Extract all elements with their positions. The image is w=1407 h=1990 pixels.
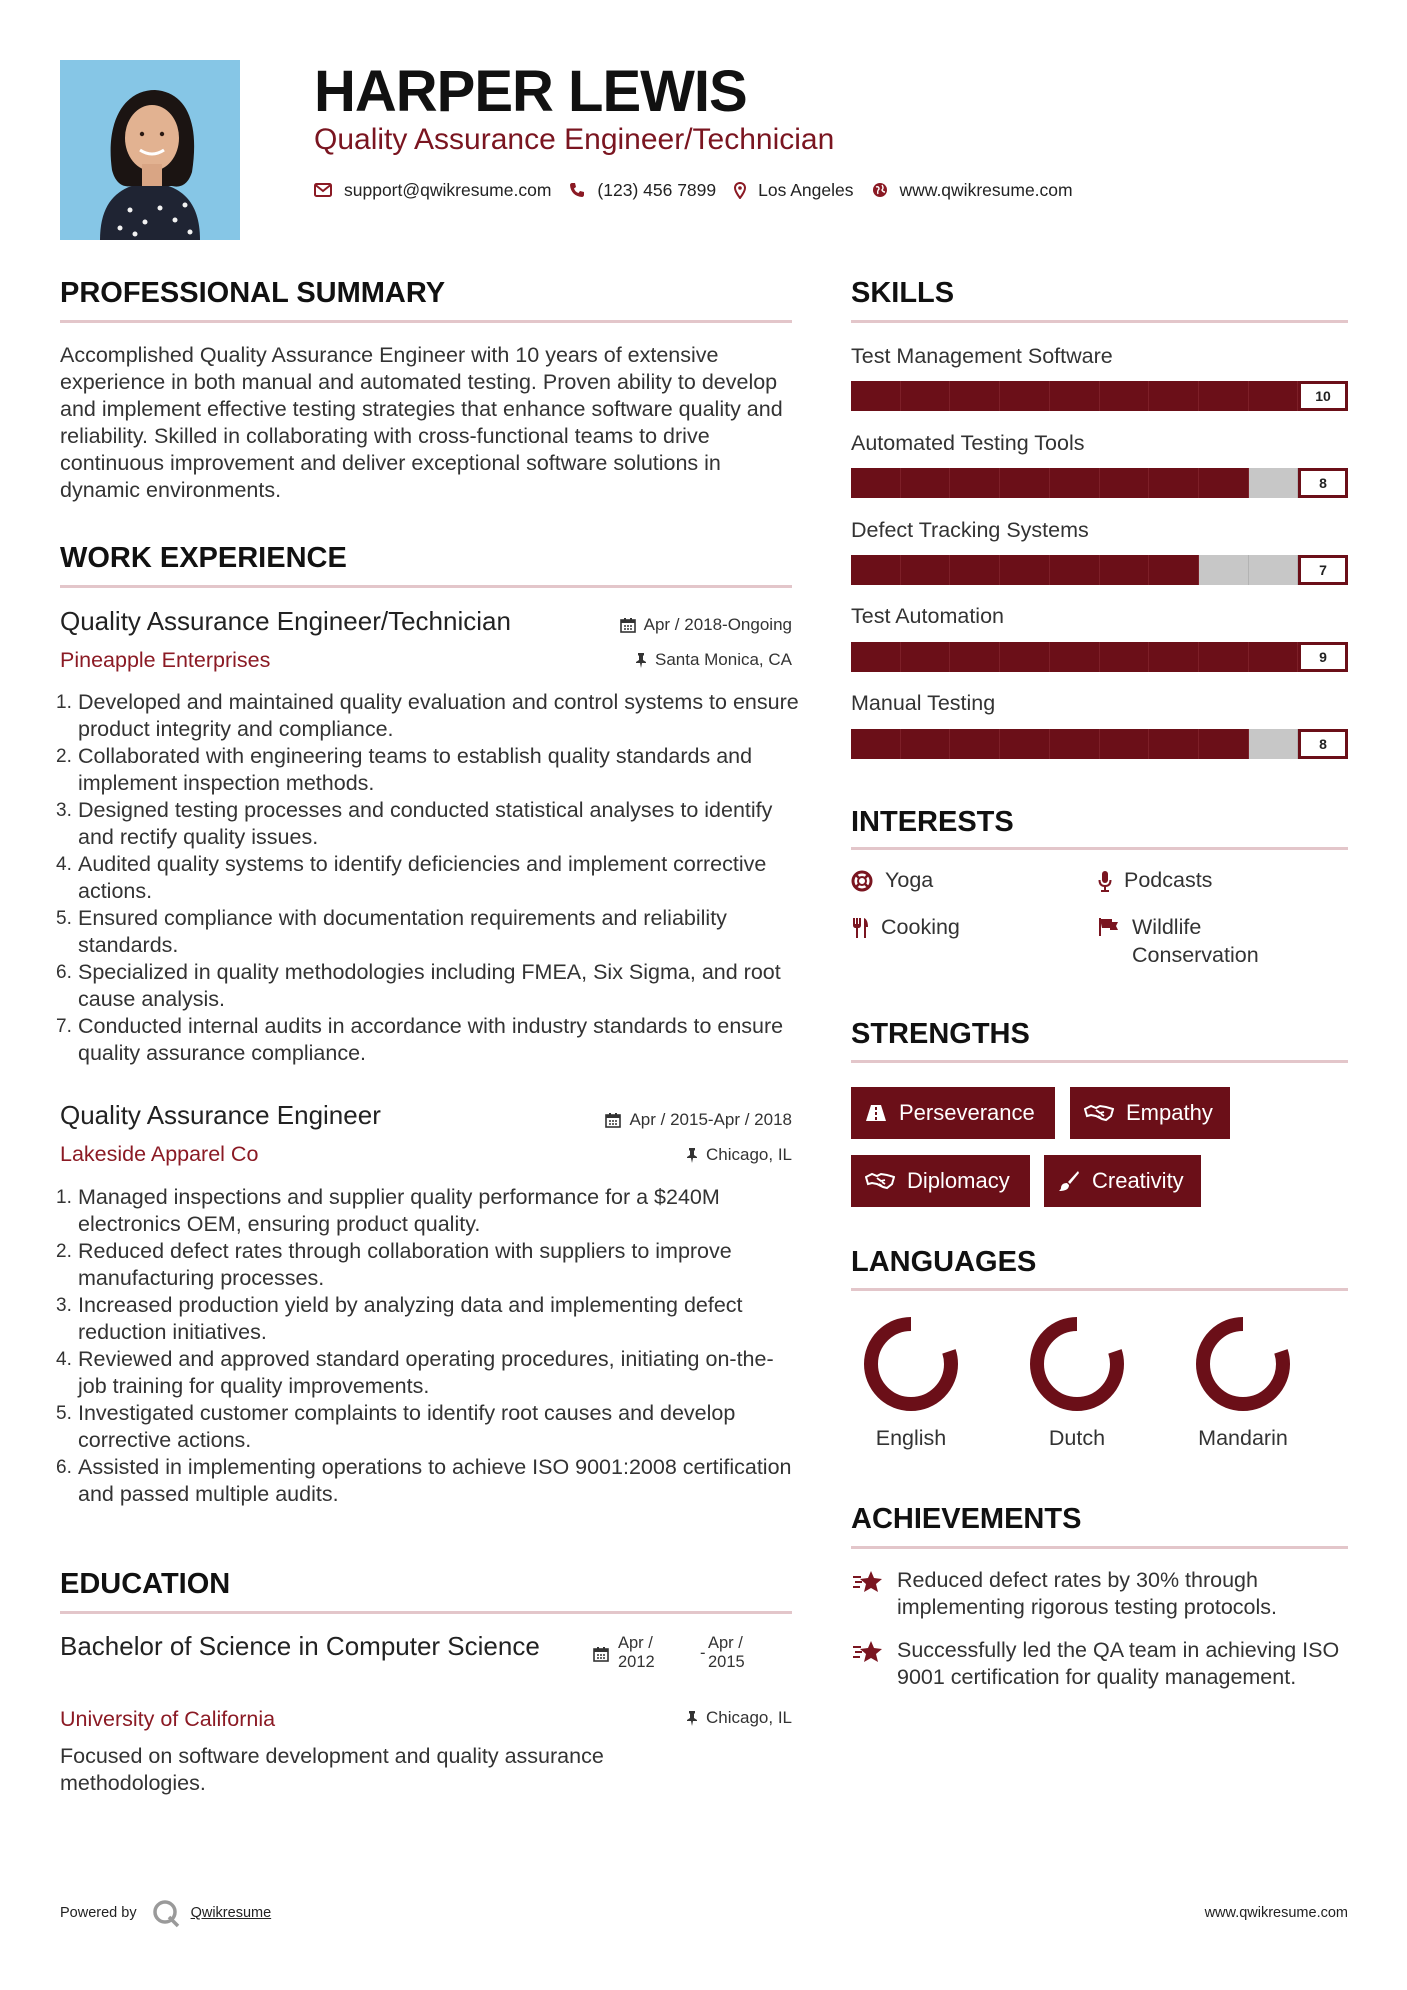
list-item: 3. Increased production yield by analyzing data and implementing defect reduction initiatives. — [56, 1293, 743, 1344]
skill-level-value: 8 — [1298, 468, 1348, 498]
education-location — [686, 1708, 792, 1728]
skill-segment — [1149, 642, 1199, 672]
envelope-icon — [314, 183, 332, 197]
section-title-experience: WORK EXPERIENCE — [60, 542, 347, 574]
job-date-text: Apr / 2015-Apr / 2018 — [629, 1110, 792, 1129]
skill-segment — [1100, 729, 1150, 759]
section-title-achievements: ACHIEVEMENTS — [851, 1503, 1082, 1535]
phone-icon — [569, 182, 585, 198]
job-company: Lakeside Apparel Co — [60, 1142, 259, 1166]
section-rule — [851, 320, 1348, 323]
section-rule — [60, 585, 792, 588]
education-date-dash: - — [700, 1644, 706, 1662]
list-item: 5. Ensured compliance with documentation requirements and reliability standards. — [56, 906, 727, 957]
education-end-date: Apr / 2015 — [708, 1634, 745, 1671]
education-description: Focused on software development and quality assurance methodologies. — [60, 1744, 604, 1795]
skill-segment — [901, 729, 951, 759]
road-icon — [865, 1104, 887, 1122]
skill-segment — [1199, 468, 1249, 498]
strength-chip: Perseverance — [851, 1087, 1055, 1139]
skill-segment — [901, 642, 951, 672]
section-rule — [851, 1288, 1348, 1291]
contact-phone[interactable] — [569, 180, 716, 201]
interest-item: Yoga — [851, 866, 933, 894]
skill-segment — [1050, 381, 1100, 411]
skill-segment — [1199, 381, 1249, 411]
skill-segment — [901, 468, 951, 498]
education-degree: Bachelor of Science in Computer Science — [60, 1631, 540, 1661]
skill-segment — [1149, 468, 1199, 498]
section-rule — [851, 1546, 1348, 1549]
footer-url[interactable]: www.qwikresume.com — [1204, 1905, 1348, 1921]
interest-item: Wildlife Conservation — [1098, 913, 1298, 969]
section-rule — [60, 1611, 792, 1614]
strength-chip: Creativity — [1044, 1155, 1201, 1207]
section-title-interests: INTERESTS — [851, 806, 1014, 838]
skill-segment — [950, 555, 1000, 585]
skill-segment — [901, 555, 951, 585]
language-item — [1012, 1316, 1142, 1451]
list-item: 1. Managed inspections and supplier quality performance for a $240M electronics OEM, ensuring product quality. — [56, 1185, 720, 1236]
job-bullets — [56, 1184, 800, 1508]
skill-segment — [851, 642, 901, 672]
calendar-icon — [605, 1112, 621, 1128]
footer-brand-link[interactable]: Qwikresume — [190, 1905, 272, 1921]
skill-segment — [1249, 381, 1299, 411]
language-ring — [1029, 1316, 1125, 1412]
section-title-summary: PROFESSIONAL SUMMARY — [60, 277, 446, 309]
skill-segment — [1000, 381, 1050, 411]
handshake-icon — [865, 1172, 895, 1190]
job-date-text: Apr / 2018-Ongoing — [643, 615, 792, 634]
job-location-text: Santa Monica, CA — [654, 650, 792, 669]
section-rule — [851, 847, 1348, 850]
cutlery-icon — [851, 917, 869, 939]
language-ring — [1195, 1316, 1291, 1412]
language-item — [1178, 1316, 1308, 1451]
skill-bar — [851, 729, 1348, 759]
skill-segment — [1149, 381, 1199, 411]
lifebuoy-icon — [851, 870, 873, 892]
skill-name: Defect Tracking Systems — [851, 518, 1089, 542]
star-award-icon — [851, 1569, 885, 1595]
skill-segment — [1249, 642, 1299, 672]
list-item: 6. Specialized in quality methodologies including FMEA, Six Sigma, and root cause analysis. — [56, 960, 781, 1011]
skill-segment — [1249, 468, 1299, 498]
strength-chip: Diplomacy — [851, 1155, 1030, 1207]
skill-segment — [1000, 468, 1050, 498]
skill-segment — [1000, 729, 1050, 759]
skill-segment — [1249, 729, 1299, 759]
skill-bar — [851, 555, 1348, 585]
skill-segment — [950, 642, 1000, 672]
skill-bar — [851, 642, 1348, 672]
list-item: 2. Collaborated with engineering teams to establish quality standards and implement inspection methods. — [56, 744, 753, 795]
skill-segment — [1000, 642, 1050, 672]
job-location — [686, 1145, 792, 1165]
language-name: English — [875, 1426, 947, 1450]
language-item — [846, 1316, 976, 1451]
education-location-text: Chicago, IL — [706, 1708, 792, 1727]
job-date — [605, 1110, 792, 1130]
job-title: Quality Assurance Engineer/Technician — [60, 606, 511, 636]
skill-segment — [1100, 468, 1150, 498]
section-title-languages: LANGUAGES — [851, 1246, 1037, 1278]
skill-segment — [1050, 729, 1100, 759]
skill-segment — [851, 729, 901, 759]
section-title-skills: SKILLS — [851, 277, 955, 309]
language-level-arc — [1203, 1324, 1283, 1404]
skill-segment — [1199, 729, 1249, 759]
language-ring — [863, 1316, 959, 1412]
skill-segment — [1149, 555, 1199, 585]
skill-segment — [851, 555, 901, 585]
skill-segment — [1100, 642, 1150, 672]
summary-text: Accomplished Quality Assurance Engineer with 10 years of extensive experience in both manual and automated testing. Proven ability to develop and implement effective testing strategies that enhance software quality and reliability. Skilled in collaborating with cross-functional teams to drive continuous improvement and deliver exceptional software solutions in dynamic environments. — [60, 343, 783, 502]
job-date — [620, 615, 792, 635]
section-title-education: EDUCATION — [60, 1568, 231, 1600]
contact-phone-text: (123) 456 7899 — [597, 179, 717, 200]
calendar-icon — [593, 1646, 609, 1662]
handshake-icon — [1084, 1104, 1114, 1122]
education-start-date: Apr / 2012 — [618, 1634, 655, 1671]
list-item: 6. Assisted in implementing operations to achieve ISO 9001:2008 certification and passed multiple audits. — [56, 1455, 792, 1506]
contact-website-text: www.qwikresume.com — [899, 179, 1073, 200]
list-item: 5. Investigated customer complaints to identify root causes and develop corrective actions. — [56, 1401, 736, 1452]
job-location-text: Chicago, IL — [706, 1145, 792, 1164]
skill-level-value: 10 — [1298, 381, 1348, 411]
skill-segment — [901, 381, 951, 411]
skill-segment — [851, 381, 901, 411]
skill-segment — [950, 468, 1000, 498]
skill-name: Test Management Software — [851, 344, 1113, 368]
microphone-icon — [1098, 870, 1112, 892]
qwikresume-logo-icon — [151, 1898, 181, 1928]
brush-icon — [1058, 1170, 1080, 1192]
contact-location — [734, 180, 853, 201]
job-location — [635, 650, 792, 670]
skill-name: Test Automation — [851, 604, 1004, 628]
list-item: 2. Reduced defect rates through collaboration with suppliers to improve manufacturing processes. — [56, 1239, 732, 1290]
contact-location-text: Los Angeles — [758, 179, 854, 200]
list-item: 1. Developed and maintained quality evaluation and control systems to ensure product integrity and compliance. — [56, 690, 799, 741]
language-name: Mandarin — [1198, 1426, 1288, 1450]
strength-chip: Empathy — [1070, 1087, 1230, 1139]
contact-bar — [314, 178, 1091, 202]
candidate-name: HARPER LEWIS — [314, 59, 747, 124]
job-bullets — [56, 689, 800, 1067]
job-company: Pineapple Enterprises — [60, 648, 271, 672]
skill-segment — [1199, 642, 1249, 672]
section-rule — [851, 1060, 1348, 1063]
skill-level-value: 9 — [1298, 642, 1348, 672]
skill-segment — [1050, 642, 1100, 672]
globe-icon — [872, 182, 888, 198]
pushpin-icon — [686, 1147, 698, 1163]
job-title: Quality Assurance Engineer — [60, 1100, 381, 1130]
interest-item: Podcasts — [1098, 866, 1212, 894]
skill-segment — [1000, 555, 1050, 585]
achievement-item: Reduced defect rates by 30% through implementing rigorous testing protocols. — [851, 1567, 1348, 1621]
list-item: 3. Designed testing processes and conducted statistical analyses to identify and rectify quality issues. — [56, 798, 773, 849]
skill-segment — [851, 468, 901, 498]
skill-bar — [851, 468, 1348, 498]
map-pin-icon — [734, 182, 746, 199]
pushpin-icon — [635, 652, 647, 668]
achievement-item: Successfully led the QA team in achieving ISO 9001 certification for quality management. — [851, 1637, 1348, 1691]
skill-segment — [1050, 555, 1100, 585]
language-name: Dutch — [1048, 1426, 1106, 1450]
skill-name: Manual Testing — [851, 691, 996, 715]
list-item: 7. Conducted internal audits in accordance with industry standards to ensure quality assurance compliance. — [56, 1014, 784, 1065]
contact-email-text: support@qwikresume.com — [344, 179, 552, 200]
calendar-icon — [620, 617, 636, 633]
education-school: University of California — [60, 1707, 276, 1731]
skill-level-value: 8 — [1298, 729, 1348, 759]
section-rule — [60, 320, 792, 323]
footer-powered-by: Powered by Qwikresume — [60, 1898, 271, 1928]
interest-item: Cooking — [851, 913, 960, 941]
contact-website[interactable] — [872, 180, 1073, 201]
section-title-strengths: STRENGTHS — [851, 1018, 1030, 1050]
list-item: 4. Reviewed and approved standard operating procedures, initiating on-the-job training for quality improvements. — [56, 1347, 774, 1398]
candidate-role: Quality Assurance Engineer/Technician — [314, 123, 835, 156]
skill-bar — [851, 381, 1348, 411]
skill-segment — [1249, 555, 1299, 585]
flag-icon — [1098, 917, 1120, 937]
skill-segment — [1199, 555, 1249, 585]
skill-segment — [950, 729, 1000, 759]
pushpin-icon — [686, 1710, 698, 1726]
contact-email[interactable] — [314, 180, 551, 201]
skill-level-value: 7 — [1298, 555, 1348, 585]
skill-segment — [1050, 468, 1100, 498]
skill-segment — [1149, 729, 1199, 759]
profile-photo — [60, 60, 240, 240]
list-item: 4. Audited quality systems to identify deficiencies and implement corrective actions. — [56, 852, 767, 903]
skill-segment — [1100, 555, 1150, 585]
star-award-icon — [851, 1639, 885, 1665]
language-level-arc — [1037, 1324, 1117, 1404]
skill-name: Automated Testing Tools — [851, 431, 1085, 455]
skill-segment — [950, 381, 1000, 411]
skill-segment — [1100, 381, 1150, 411]
language-level-arc — [871, 1324, 951, 1404]
